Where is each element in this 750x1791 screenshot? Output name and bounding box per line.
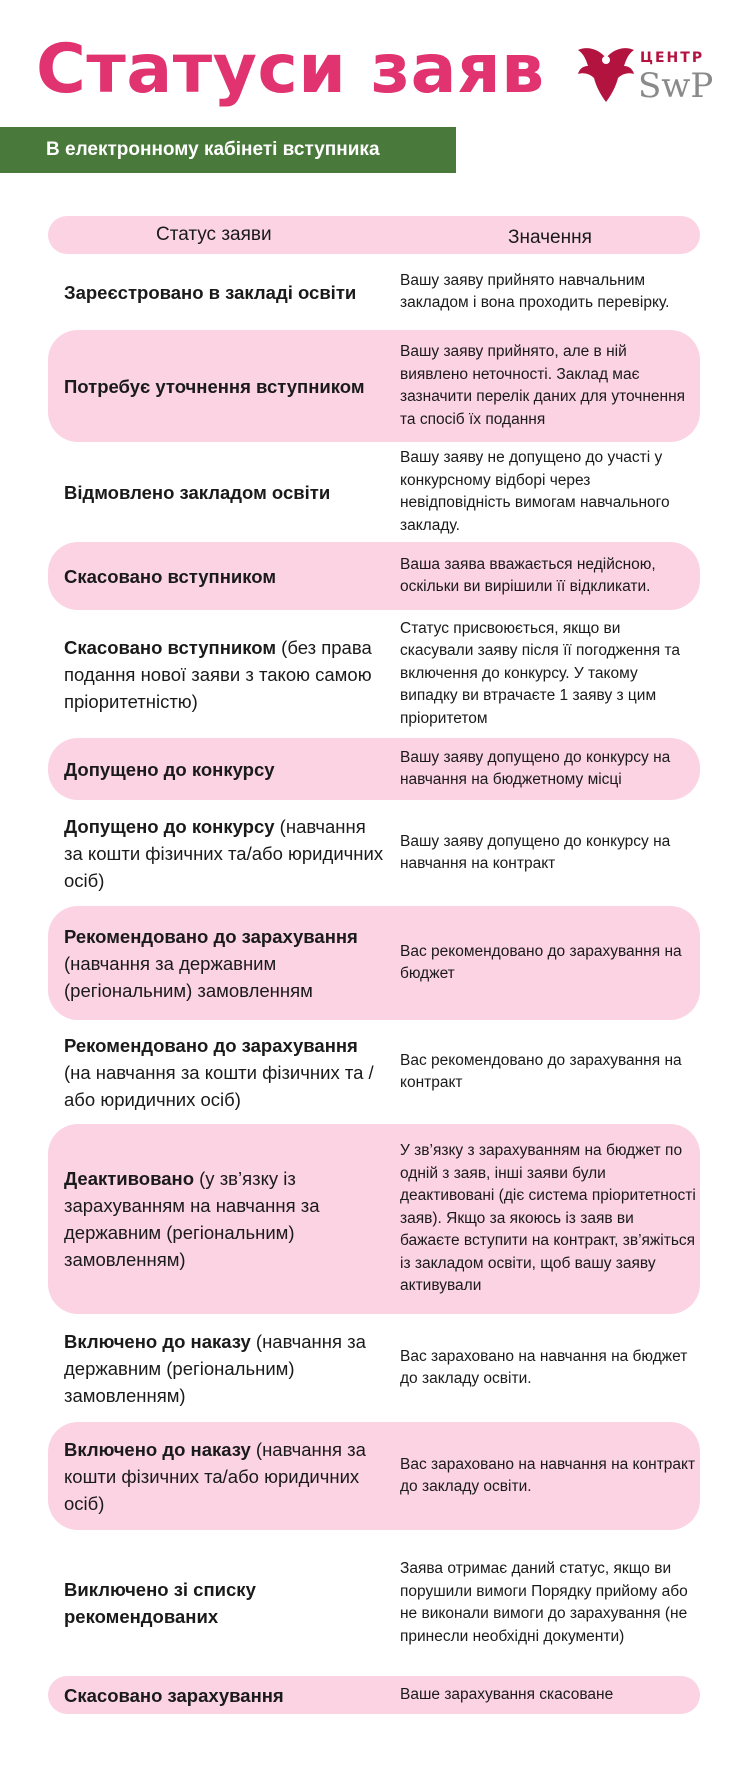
meaning-cell: Вашу заяву допущено до конкурсу на навчання на контракт (400, 832, 671, 872)
table-header (48, 216, 700, 254)
table-row (48, 1530, 700, 1676)
meaning-cell: Вашу заяву допущено до конкурсу на навчання на бюджетному місці (400, 748, 671, 788)
meaning-cell: Ваша заява вважається недійсною, оскільки ви вирішили її відкликати. (400, 555, 656, 595)
status-cell: Скасовано зарахування (64, 1684, 284, 1706)
subtitle-banner (0, 127, 456, 173)
meaning-cell: Заява отримає даний статус, якщо ви порушили вимоги Порядку прийому або не виконали вимоги до зарахування (не принесли необхідні документи) (400, 1560, 688, 1645)
meaning-cell: Вас рекомендовано до зарахування на контракт (400, 1051, 682, 1091)
status-cell: Деактивовано (у зв’язку із зарахуванням на навчання за державним (регіональним) замовленням) (64, 1168, 320, 1270)
logo-text-bottom: SwP (638, 66, 714, 106)
table-row (48, 254, 700, 330)
table-row (48, 610, 700, 738)
status-cell: Скасовано вступником (64, 565, 277, 587)
status-cell: Рекомендовано до зарахування (навчання за державним (регіональним) замовленням (64, 925, 358, 1001)
swp-logo (576, 44, 716, 110)
meaning-cell: Вашу заяву прийнято навчальним закладом і вона проходить перевірку. (400, 271, 670, 311)
column-header-status: Статус заяви (156, 224, 272, 245)
table-row (48, 1124, 700, 1314)
table-row (48, 738, 700, 800)
status-cell: Скасовано вступником (без права подання нової заяви з такою самою пріоритетністю) (64, 636, 372, 712)
table-row (48, 1422, 700, 1530)
subtitle-text: В електронному кабінеті вступника (46, 139, 380, 160)
eagle-icon (576, 44, 636, 106)
table-row (48, 542, 700, 610)
column-header-meaning: Значення (508, 227, 592, 248)
status-cell: Допущено до конкурсу (64, 758, 275, 780)
status-cell: Включено до наказу (навчання за кошти фізичних та/або юридичних осіб) (64, 1438, 366, 1514)
table-row (48, 1676, 700, 1714)
meaning-cell: Вас рекомендовано до зарахування на бюджет (400, 942, 682, 982)
meaning-cell: Вас зараховано на навчання на контракт до закладу освіти. (400, 1455, 696, 1495)
meaning-cell: Вашу заяву прийнято, але в ній виявлено неточності. Заклад має зазначити перелік даних для уточнення та спосіб їх подання (400, 343, 686, 428)
page-title: Статуси заяв (36, 30, 545, 109)
status-table (48, 216, 700, 1714)
meaning-cell: Статус присвоюється, якщо ви скасували заяву після її погодження та включення до конкурсу. У такому випадку ви втрачаєте 1 заяву з цим пріоритетом (400, 619, 681, 727)
meaning-cell: У зв’язку з зарахуванням на бюджет по одній з заяв, інші заяви були деактивовані (діє система пріоритетності заяв). Якщо за якоюсь із заяв ви бажаєте вступити на контракт, зв’яжіться із закладом освіти, щоб вашу заяву активували (400, 1142, 696, 1295)
table-row (48, 800, 700, 906)
status-cell: Виключено зі списку рекомендованих (64, 1579, 256, 1627)
table-row (48, 1020, 700, 1124)
logo-text-top: ЦЕНТР (640, 50, 705, 66)
status-cell: Включено до наказу (навчання за державним (регіональним) замовленням) (64, 1330, 366, 1406)
meaning-cell: Ваше зарахування скасоване (400, 1685, 614, 1703)
table-row (48, 442, 700, 542)
status-cell: Зареєстровано в закладі освіти (64, 281, 357, 303)
table-row (48, 906, 700, 1020)
table-row (48, 330, 700, 442)
meaning-cell: Вас зараховано на навчання на бюджет до закладу освіти. (400, 1347, 688, 1387)
status-cell: Відмовлено закладом освіти (64, 481, 331, 503)
status-cell: Допущено до конкурсу (навчання за кошти фізичних та/або юридичних осіб) (64, 815, 384, 891)
meaning-cell: Вашу заяву не допущено до участі у конкурсному відборі через невідповідність вимогам навчального закладу. (400, 449, 670, 534)
status-cell: Рекомендовано до зарахування (на навчання за кошти фізичних та / або юридичних осіб) (64, 1034, 374, 1110)
table-row (48, 1314, 700, 1422)
status-cell: Потребує уточнення вступником (64, 375, 365, 397)
